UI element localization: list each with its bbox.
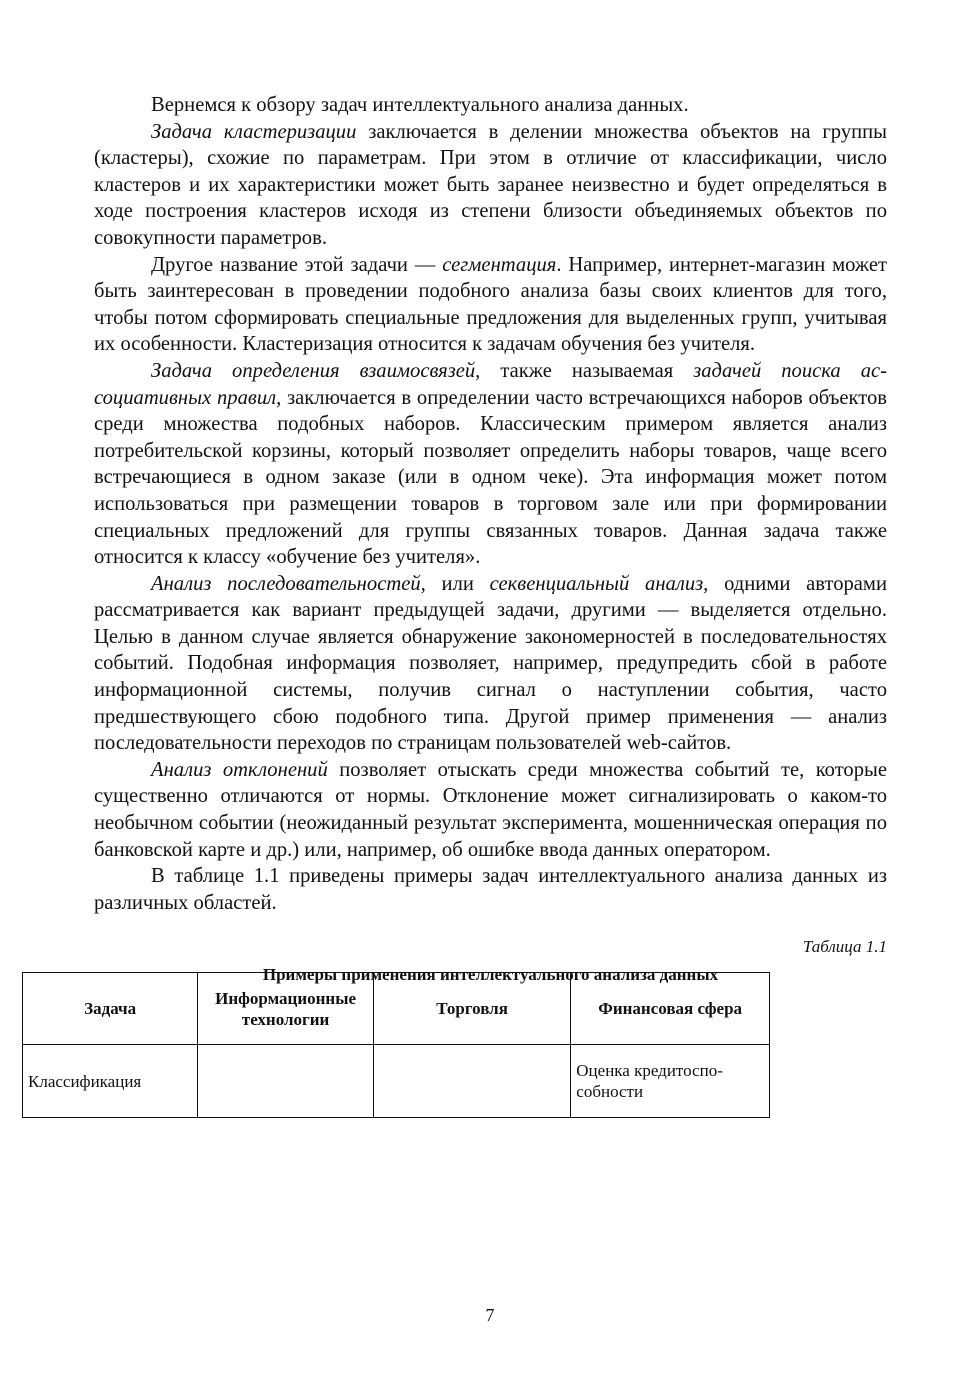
paragraph-associations: Задача определения взаимосвязей, также называемая задачей поиска ассоциативных правил, заключается в определении часто встречающихся наборов объектов среди множества подобных наборов. Классическим примером является анализ потребительской корзины, который позволяет определить наборы товаров, чаще всего встречающиеся в одном заказе (или в одном чеке). Эта информация может потом использоваться при размещении товаров в торговом зале или при формировании специальных предложений для группы связанных товаров. Данная задача также относится к классу «обучение без учителя». xyxy=(94,359,888,569)
header-finance: Финансовая сфера xyxy=(571,973,770,1045)
term-segmentation: сегментация xyxy=(442,253,557,276)
paragraph-clustering: Задача кластеризации заключается в делении множества объектов на группы (кластеры), схожие по параметрам. При этом в отличие от классификации, число кластеров и их характеристики может быть заранее неизвестно и будет определяться в ходе построения кластеров исходя из степени близости объединяемых объектов по совокупности параметров. xyxy=(94,120,888,249)
term-sequence-analysis: Анализ последовательностей, xyxy=(151,572,426,595)
header-trade: Торговля xyxy=(373,973,570,1045)
cell-task: Классификация xyxy=(23,1045,198,1118)
page-body xyxy=(94,92,887,986)
table-label: Таблица 1.1 xyxy=(802,937,887,957)
paragraph-table-intro: В таблице 1.1 приведены примеры задач интеллектуального анализа данных из различных областей. xyxy=(94,865,887,914)
table-row xyxy=(23,1045,770,1118)
term-deviation-analysis: Анализ отклонений xyxy=(151,758,328,781)
paragraph-sequences: Анализ последовательностей, или секвенциальный анализ, одними авторами рассматривается как вариант предыдущей задачи, другими — выделяется отдельно. Целью в данном случае является обнаружение закономерностей в последовательностях событий. Подобная информация позволяет, например, предупредить сбой в работе информационной системы, получив сигнал о наступлении события, часто предшествующего сбою подобного типа. Другой пример применения — анализ последовательности переходов по страницам пользователей web-сайтов. xyxy=(94,572,887,755)
page-number: 7 xyxy=(485,1305,495,1325)
table-header-row xyxy=(23,973,770,1045)
cell-it xyxy=(198,1045,374,1118)
header-task: Задача xyxy=(23,973,198,1045)
cell-finance: Оценка кредитоспособности xyxy=(571,1045,770,1118)
term-sequential-analysis: секвенциальный анализ, xyxy=(489,572,709,595)
term-association-rules: задачей поиска ассоциативных правил, xyxy=(94,359,888,409)
paragraph-intro: Вернемся к обзору задач интеллектуального анализа данных. xyxy=(151,94,689,116)
term-clustering: Задача кластеризации xyxy=(151,120,357,143)
header-it: Информационные технологии xyxy=(198,973,374,1045)
term-associations: Задача определения взаимосвязей, xyxy=(151,359,481,382)
cell-trade xyxy=(373,1045,570,1118)
paragraph-deviations: Анализ отклонений позволяет отыскать среди множества событий те, которые существенно отличаются от нормы. Отклонение может сигнализировать о каком-то необычном событии (неожиданный результат эксперимента, мошенническая операция по банковской карте и др.) или, например, об ошибке ввода данных оператором. xyxy=(94,758,887,861)
table-title: Примеры применения интеллектуального анализа данных xyxy=(262,965,719,985)
examples-table xyxy=(22,972,770,1118)
paragraph-segmentation: Другое название этой задачи — сегментация. Например, интернет-магазин может быть заинтересован в проведении подобного анализа базы своих клиентов для того, чтобы потом сформировать специальные предложения для выделенных групп, учитывая их особенности. Кластеризация относится к задачам обучения без учителя. xyxy=(94,253,887,356)
